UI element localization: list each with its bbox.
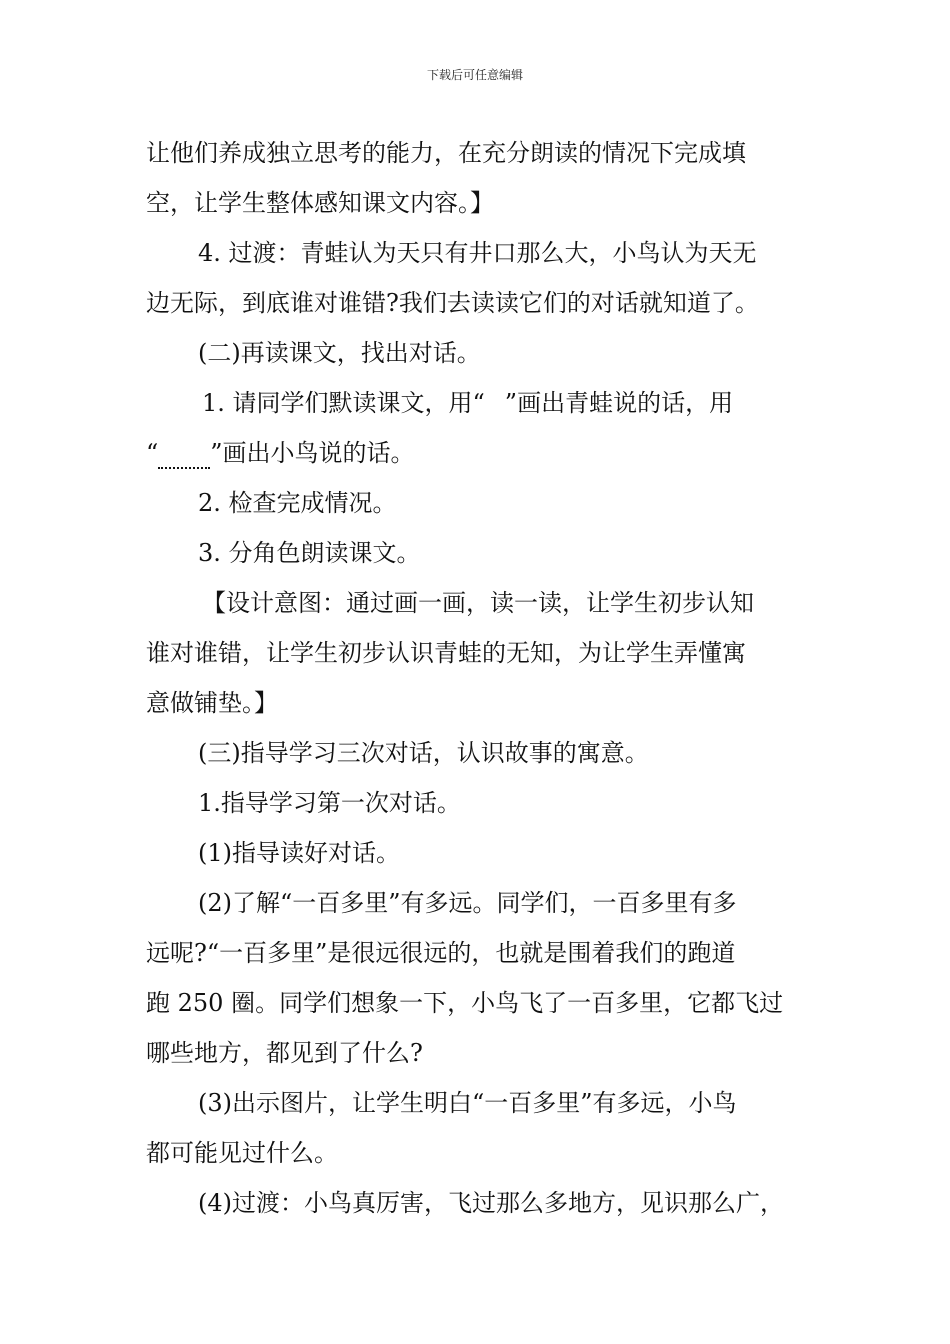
text-line: 意做铺垫。】: [146, 689, 278, 717]
wavy-underline-mark: [158, 441, 210, 469]
text-line: 谁对谁错，让学生初步认识青蛙的无知，为让学生弄懂寓: [146, 639, 746, 667]
text-line: [146, 378, 811, 428]
text-line: 哪些地方，都见到了什么?: [146, 1039, 423, 1067]
text-line: (二)再读课文，找出对话。: [198, 339, 481, 367]
page-header: 下载后可任意编辑: [426, 68, 523, 82]
text-line: 2. 检查完成情况。: [198, 489, 397, 517]
text-line: 3. 分角色朗读课文。: [198, 539, 421, 567]
text-line: 空，让学生整体感知课文内容。】: [146, 189, 494, 217]
text-line: 让他们养成独立思考的能力，在充分朗读的情况下完成填: [146, 139, 746, 167]
text-line: 远呢?“一百多里”是很远很远的，也就是围着我们的跑道: [146, 939, 736, 967]
text-line: 1.指导学习第一次对话。: [198, 789, 461, 817]
text-segment: ”画出小鸟说的话。: [210, 439, 415, 467]
text-line: (4)过渡：小鸟真厉害，飞过那么多地方，见识那么广，: [198, 1189, 784, 1217]
text-line: (2)了解“一百多里”有多远。同学们，一百多里有多: [198, 889, 737, 917]
text-segment: ”画出青蛙说的话，用: [504, 389, 734, 417]
text-line: 跑 250 圈。同学们想象一下，小鸟飞了一百多里，它都飞过: [146, 989, 784, 1017]
text-line: 都可能见过什么。: [146, 1139, 338, 1167]
text-segment: “: [146, 439, 159, 467]
text-line: 边无际，到底谁对谁错?我们去读读它们的对话就知道了。: [146, 289, 759, 317]
text-line: 4. 过渡：青蛙认为天只有井口那么大，小鸟认为天无: [198, 239, 757, 267]
text-line: 【设计意图：通过画一画，读一读，让学生初步认知: [202, 589, 754, 617]
text-line: (1)指导读好对话。: [198, 839, 400, 867]
document-body: [146, 128, 811, 1228]
text-line: (3)出示图片，让学生明白“一百多里”有多远，小鸟: [198, 1089, 737, 1117]
text-line: [146, 428, 811, 478]
text-line: (三)指导学习三次对话，认识故事的寓意。: [198, 739, 649, 767]
text-segment: 1. 请同学们默读课文，用“: [202, 389, 485, 417]
